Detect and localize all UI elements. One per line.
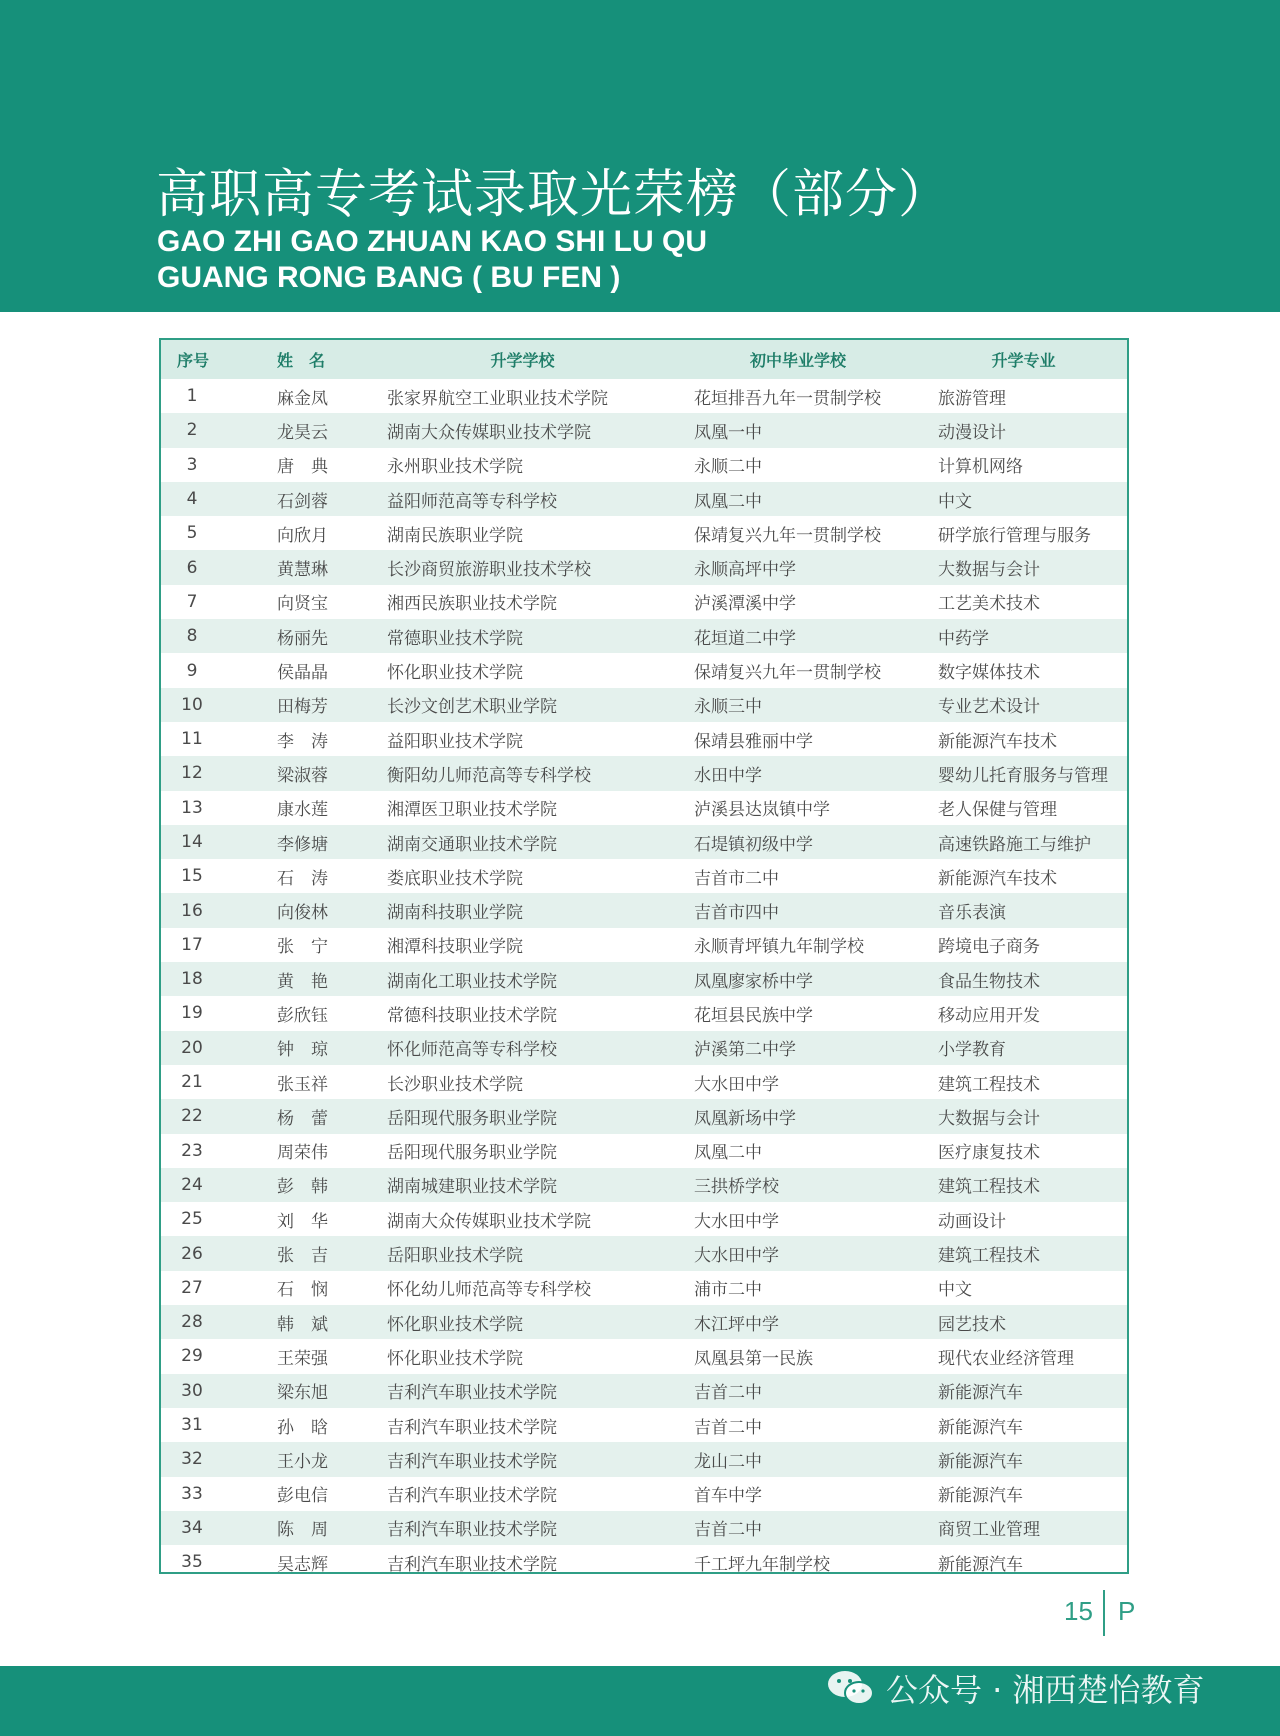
row-number: 15	[181, 866, 203, 887]
row-number: 33	[181, 1483, 203, 1504]
subtitle-line-2: GUANG RONG BANG ( BU FEN )	[157, 261, 621, 294]
major: 专业艺术设计	[920, 688, 1127, 722]
middle-school: 永顺三中	[676, 688, 920, 722]
student-name: 杨 蕾	[247, 1099, 369, 1133]
middle-school: 花垣县民族中学	[694, 1005, 813, 1026]
table-row	[161, 1065, 1127, 1099]
college: 常德科技职业技术学院	[387, 1005, 557, 1026]
table-row	[161, 893, 1127, 927]
row-number: 29	[181, 1346, 203, 1367]
row-number: 7	[186, 591, 198, 612]
row-number: 28	[161, 1305, 247, 1339]
college: 长沙职业技术学院	[387, 1074, 523, 1095]
middle-school: 木江坪中学	[676, 1305, 920, 1339]
college: 吉利汽车职业技术学院	[387, 1554, 557, 1575]
table-row	[161, 756, 1127, 790]
student-name: 杨丽先	[247, 619, 369, 653]
major: 建筑工程技术	[938, 1074, 1040, 1095]
student-name: 石剑蓉	[247, 482, 369, 516]
college: 吉利汽车职业技术学院	[369, 1442, 676, 1476]
middle-school: 保靖复兴九年一贯制学校	[694, 525, 881, 546]
row-number: 14	[161, 825, 247, 859]
table-row	[161, 688, 1127, 722]
row-number: 18	[161, 962, 247, 996]
row-number: 6	[161, 550, 247, 584]
college: 湖南大众传媒职业技术学院	[387, 1211, 591, 1232]
row-number: 23	[181, 1140, 203, 1161]
row-number: 4	[161, 482, 247, 516]
middle-school: 吉首二中	[676, 1511, 920, 1545]
page-number: 15	[1064, 1596, 1093, 1626]
page-title: 高职高专考试录取光荣榜（部分）	[156, 165, 952, 225]
student-name: 石 悯	[277, 1280, 328, 1301]
table-row	[161, 1374, 1127, 1408]
row-number: 26	[161, 1236, 247, 1270]
middle-school: 千工坪九年制学校	[694, 1554, 830, 1575]
middle-school: 三拱桥学校	[676, 1168, 920, 1202]
college: 吉利汽车职业技术学院	[387, 1417, 557, 1438]
row-number: 9	[186, 660, 198, 681]
major: 大数据与会计	[920, 550, 1127, 584]
row-number: 25	[181, 1209, 203, 1230]
row-number: 31	[181, 1415, 203, 1436]
student-name: 韩 斌	[247, 1305, 369, 1339]
major: 医疗康复技术	[938, 1143, 1040, 1164]
row-number: 21	[181, 1072, 203, 1093]
table-row	[161, 1545, 1127, 1579]
college: 岳阳现代服务职业学院	[387, 1143, 557, 1164]
student-name: 王小龙	[247, 1442, 369, 1476]
row-number: 24	[161, 1168, 247, 1202]
major: 高速铁路施工与维护	[920, 825, 1127, 859]
student-name: 梁淑蓉	[247, 756, 369, 790]
student-name: 陈 周	[247, 1511, 369, 1545]
college: 娄底职业技术学院	[387, 868, 523, 889]
table-row	[161, 825, 1127, 859]
major: 现代农业经济管理	[938, 1348, 1074, 1369]
student-name: 张玉祥	[277, 1074, 328, 1095]
middle-school: 凤凰廖家桥中学	[676, 962, 920, 996]
table-row	[161, 516, 1127, 550]
header-banner	[0, 0, 1280, 312]
middle-school: 大水田中学	[676, 1236, 920, 1270]
middle-school: 石堤镇初级中学	[676, 825, 920, 859]
student-name: 黄慧琳	[247, 550, 369, 584]
major: 老人保健与管理	[938, 800, 1057, 821]
college: 衡阳幼儿师范高等专科学校	[369, 756, 676, 790]
table-row	[161, 791, 1127, 825]
table-row	[161, 1339, 1127, 1373]
table-row	[161, 585, 1127, 619]
student-name: 钟 琼	[247, 1031, 369, 1065]
major: 中药学	[920, 619, 1127, 653]
student-name: 李 涛	[277, 731, 328, 752]
table-row	[161, 1236, 1127, 1270]
middle-school: 吉首市四中	[676, 893, 920, 927]
college: 长沙商贸旅游职业技术学校	[369, 550, 676, 584]
middle-school: 永顺青坪镇九年制学校	[694, 937, 864, 958]
major: 大数据与会计	[920, 1099, 1127, 1133]
major: 园艺技术	[920, 1305, 1127, 1339]
college: 怀化幼儿师范高等专科学校	[387, 1280, 591, 1301]
middle-school: 永顺高坪中学	[676, 550, 920, 584]
table-row	[161, 859, 1127, 893]
middle-school: 永顺二中	[694, 457, 762, 478]
college: 岳阳现代服务职业学院	[369, 1099, 676, 1133]
middle-school: 泸溪潭溪中学	[694, 594, 796, 615]
column-header-major: 升学专业	[920, 340, 1127, 379]
table-row	[161, 1099, 1127, 1133]
row-number: 10	[161, 688, 247, 722]
major: 建筑工程技术	[920, 1168, 1127, 1202]
middle-school: 花垣排吾九年一贯制学校	[694, 388, 881, 409]
major: 建筑工程技术	[920, 1236, 1127, 1270]
table-row	[161, 1305, 1127, 1339]
student-name: 康水莲	[277, 800, 328, 821]
middle-school: 龙山二中	[676, 1442, 920, 1476]
table-row	[161, 1031, 1127, 1065]
row-number: 2	[161, 413, 247, 447]
table-row	[161, 962, 1127, 996]
table-row	[161, 1511, 1127, 1545]
college: 张家界航空工业职业技术学院	[387, 388, 608, 409]
student-name: 侯晶晶	[277, 663, 328, 684]
college: 益阳职业技术学院	[387, 731, 523, 752]
middle-school: 大水田中学	[694, 1074, 779, 1095]
row-number: 19	[181, 1003, 203, 1024]
student-name: 梁东旭	[247, 1374, 369, 1408]
student-name: 彭欣钰	[277, 1005, 328, 1026]
major: 新能源汽车	[938, 1554, 1023, 1575]
middle-school: 泸溪县达岚镇中学	[694, 800, 830, 821]
middle-school: 保靖复兴九年一贯制学校	[694, 663, 881, 684]
table-header-row	[161, 340, 1127, 379]
column-header-number: 序号	[161, 340, 247, 379]
college: 湖南化工职业技术学院	[369, 962, 676, 996]
honor-roll-table	[159, 338, 1129, 1574]
student-name: 孙 晗	[277, 1417, 328, 1438]
student-name: 石 涛	[277, 868, 328, 889]
middle-school: 首车中学	[694, 1486, 762, 1507]
student-name: 向俊林	[247, 893, 369, 927]
student-name: 向贤宝	[277, 594, 328, 615]
middle-school: 凤凰新场中学	[676, 1099, 920, 1133]
major: 中文	[938, 1280, 972, 1301]
table-row	[161, 1442, 1127, 1476]
table-row	[161, 482, 1127, 516]
major: 新能源汽车技术	[938, 868, 1057, 889]
middle-school: 吉首二中	[694, 1417, 762, 1438]
college: 湖南科技职业学院	[369, 893, 676, 927]
table-row	[161, 722, 1127, 756]
college: 长沙文创艺术职业学院	[369, 688, 676, 722]
table-row	[161, 1477, 1127, 1511]
middle-school: 吉首二中	[676, 1374, 920, 1408]
student-name: 龙昊云	[247, 413, 369, 447]
row-number: 13	[181, 797, 203, 818]
major: 新能源汽车	[920, 1442, 1127, 1476]
college: 湘潭科技职业学院	[387, 937, 523, 958]
college: 湖南交通职业技术学院	[369, 825, 676, 859]
row-number: 12	[161, 756, 247, 790]
college: 湖南大众传媒职业技术学院	[369, 413, 676, 447]
student-name: 王荣强	[277, 1348, 328, 1369]
student-name: 向欣月	[277, 525, 328, 546]
college: 吉利汽车职业技术学院	[387, 1486, 557, 1507]
college: 永州职业技术学院	[387, 457, 523, 478]
row-number: 35	[181, 1552, 203, 1573]
college: 怀化职业技术学院	[387, 663, 523, 684]
table-row	[161, 619, 1127, 653]
table-row	[161, 1408, 1127, 1442]
middle-school: 水田中学	[676, 756, 920, 790]
table-row	[161, 1168, 1127, 1202]
major: 旅游管理	[938, 388, 1006, 409]
college: 岳阳职业技术学院	[369, 1236, 676, 1270]
college: 怀化职业技术学院	[387, 1348, 523, 1369]
watermark-text: 公众号 · 湘西楚怡教育	[886, 1671, 1205, 1709]
college: 湘潭医卫职业技术学院	[387, 800, 557, 821]
middle-school: 大水田中学	[694, 1211, 779, 1232]
middle-school: 凤凰二中	[676, 482, 920, 516]
page-number-divider	[1103, 1590, 1105, 1636]
student-name: 彭电信	[277, 1486, 328, 1507]
row-number: 8	[161, 619, 247, 653]
row-number: 3	[186, 454, 198, 475]
row-number: 22	[161, 1099, 247, 1133]
college: 常德职业技术学院	[369, 619, 676, 653]
major: 数字媒体技术	[938, 663, 1040, 684]
middle-school: 凤凰一中	[676, 413, 920, 447]
row-number: 11	[181, 729, 203, 750]
table-row	[161, 1202, 1127, 1236]
table-row	[161, 550, 1127, 584]
middle-school: 保靖县雅丽中学	[694, 731, 813, 752]
college: 怀化师范高等专科学校	[369, 1031, 676, 1065]
student-name: 田梅芳	[247, 688, 369, 722]
student-name: 刘 华	[277, 1211, 328, 1232]
major: 新能源汽车	[920, 1374, 1127, 1408]
column-header-name: 姓 名	[247, 340, 369, 379]
student-name: 唐 典	[277, 457, 328, 478]
major: 音乐表演	[920, 893, 1127, 927]
row-number: 1	[186, 386, 198, 407]
row-number: 34	[161, 1511, 247, 1545]
middle-school: 浦市二中	[694, 1280, 762, 1301]
major: 跨境电子商务	[938, 937, 1040, 958]
middle-school: 吉首市二中	[694, 868, 779, 889]
row-number: 17	[181, 934, 203, 955]
college: 益阳师范高等专科学校	[369, 482, 676, 516]
major: 小学教育	[920, 1031, 1127, 1065]
page-letter: P	[1118, 1596, 1136, 1626]
major: 婴幼儿托育服务与管理	[920, 756, 1127, 790]
wechat-icon	[826, 1668, 876, 1708]
student-name: 麻金凤	[277, 388, 328, 409]
table-row	[161, 653, 1127, 687]
row-number: 27	[181, 1277, 203, 1298]
row-number: 30	[161, 1374, 247, 1408]
table-row	[161, 1134, 1127, 1168]
row-number: 16	[161, 893, 247, 927]
major: 工艺美术技术	[938, 594, 1040, 615]
major: 动漫设计	[920, 413, 1127, 447]
column-header-college: 升学学校	[369, 340, 676, 379]
major: 新能源汽车	[938, 1486, 1023, 1507]
student-name: 李修塘	[247, 825, 369, 859]
college: 吉利汽车职业技术学院	[369, 1374, 676, 1408]
major: 新能源汽车技术	[938, 731, 1057, 752]
major: 新能源汽车	[938, 1417, 1023, 1438]
table-row	[161, 996, 1127, 1030]
middle-school: 凤凰县第一民族	[694, 1348, 813, 1369]
college: 湘西民族职业技术学院	[387, 594, 557, 615]
row-number: 20	[161, 1031, 247, 1065]
college: 湖南民族职业学院	[387, 525, 523, 546]
column-header-middle-school: 初中毕业学校	[676, 340, 920, 379]
student-name: 吴志辉	[277, 1554, 328, 1575]
middle-school: 花垣道二中学	[676, 619, 920, 653]
major: 计算机网络	[938, 457, 1023, 478]
college: 吉利汽车职业技术学院	[369, 1511, 676, 1545]
major: 动画设计	[938, 1211, 1006, 1232]
student-name: 张 宁	[277, 937, 328, 958]
table-row	[161, 413, 1127, 447]
middle-school: 凤凰二中	[694, 1143, 762, 1164]
major: 商贸工业管理	[920, 1511, 1127, 1545]
watermark	[826, 1660, 1205, 1716]
major: 中文	[920, 482, 1127, 516]
student-name: 周荣伟	[277, 1143, 328, 1164]
student-name: 彭 韩	[247, 1168, 369, 1202]
row-number: 5	[186, 523, 198, 544]
table-row	[161, 928, 1127, 962]
major: 食品生物技术	[920, 962, 1127, 996]
major: 研学旅行管理与服务	[938, 525, 1091, 546]
table-row	[161, 448, 1127, 482]
college: 湖南城建职业技术学院	[369, 1168, 676, 1202]
table-row	[161, 1271, 1127, 1305]
subtitle-line-1: GAO ZHI GAO ZHUAN KAO SHI LU QU	[157, 225, 707, 258]
major: 移动应用开发	[938, 1005, 1040, 1026]
row-number: 32	[161, 1442, 247, 1476]
middle-school: 泸溪第二中学	[676, 1031, 920, 1065]
table-row	[161, 379, 1127, 413]
student-name: 张 吉	[247, 1236, 369, 1270]
student-name: 黄 艳	[247, 962, 369, 996]
page-subtitle-pinyin	[157, 224, 707, 296]
college: 怀化职业技术学院	[369, 1305, 676, 1339]
